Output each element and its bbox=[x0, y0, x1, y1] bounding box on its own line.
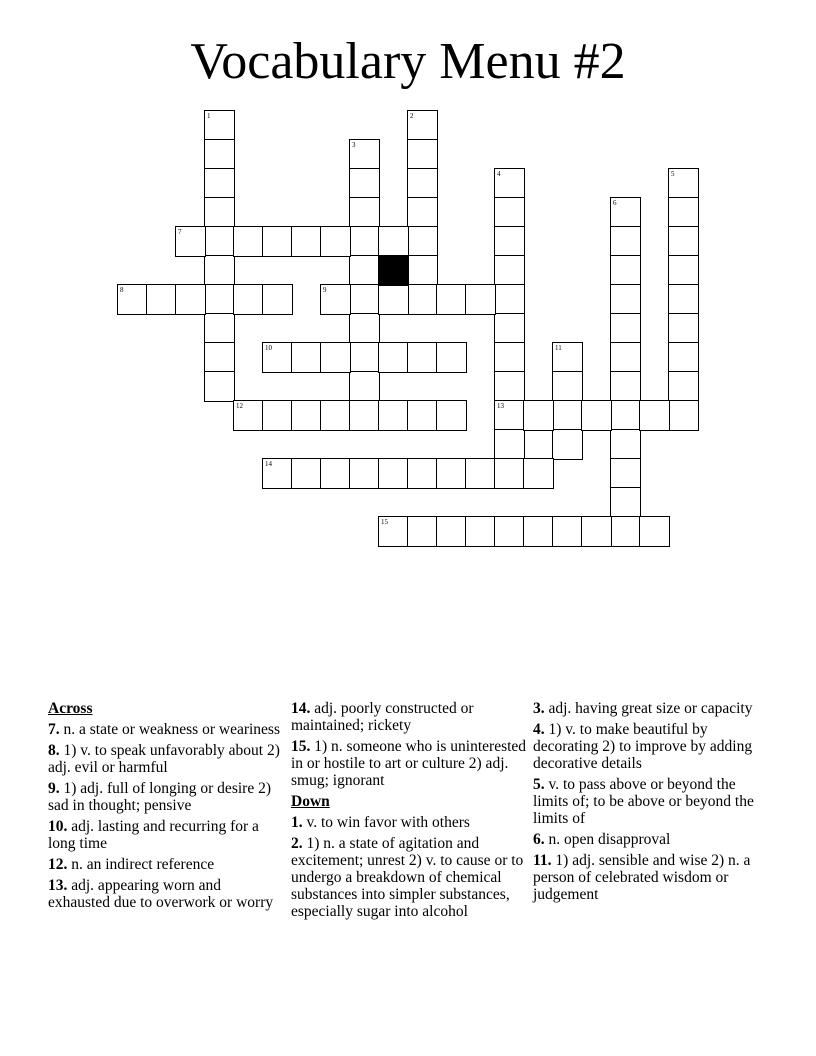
grid-cell[interactable] bbox=[291, 400, 322, 431]
cell-number: 11 bbox=[555, 344, 562, 352]
grid-cell[interactable] bbox=[262, 342, 293, 373]
grid-cell[interactable] bbox=[639, 516, 670, 547]
grid-cell[interactable] bbox=[610, 226, 641, 257]
grid-cell[interactable] bbox=[465, 458, 496, 489]
grid-cell[interactable] bbox=[610, 516, 641, 547]
grid-cell[interactable] bbox=[552, 371, 583, 402]
grid-cell[interactable] bbox=[407, 400, 438, 431]
clue-down-2: 2. 1) n. a state of agitation and excitement; unrest 2) v. to cause or to undergo a breakdown of chemical substances into simpler substances, especially sugar into alcohol bbox=[291, 835, 524, 920]
grid-cell[interactable] bbox=[349, 342, 380, 373]
grid-cell[interactable] bbox=[436, 342, 467, 373]
grid-cell[interactable] bbox=[117, 284, 148, 315]
grid-cell[interactable] bbox=[349, 371, 380, 402]
grid-cell[interactable] bbox=[494, 429, 525, 460]
grid-cell[interactable] bbox=[407, 168, 438, 199]
grid-cell[interactable] bbox=[349, 313, 380, 344]
grid-cell[interactable] bbox=[668, 342, 699, 373]
grid-cell[interactable] bbox=[494, 313, 525, 344]
grid-cell[interactable] bbox=[552, 516, 583, 547]
clue-down-3: 3. adj. having great size or capacity bbox=[533, 700, 753, 717]
grid-cell[interactable] bbox=[610, 197, 641, 228]
grid-cell[interactable] bbox=[668, 284, 699, 315]
grid-cell[interactable] bbox=[320, 342, 351, 373]
cell-number: 3 bbox=[352, 141, 356, 149]
grid-cell[interactable] bbox=[407, 255, 438, 286]
grid-cell[interactable] bbox=[204, 168, 235, 199]
grid-cell[interactable] bbox=[494, 284, 525, 315]
grid-cell[interactable] bbox=[204, 197, 235, 228]
grid-cell[interactable] bbox=[291, 458, 322, 489]
grid-cell[interactable] bbox=[320, 458, 351, 489]
grid-cell[interactable] bbox=[523, 400, 554, 431]
across-heading: Across bbox=[48, 700, 93, 717]
blocked-cell bbox=[378, 255, 409, 286]
grid-cell[interactable] bbox=[494, 255, 525, 286]
grid-cell[interactable] bbox=[610, 284, 641, 315]
grid-cell[interactable] bbox=[291, 226, 322, 257]
clue-across-9: 9. 1) adj. full of longing or desire 2) sad in thought; pensive bbox=[48, 780, 271, 814]
cell-number: 13 bbox=[497, 402, 504, 410]
grid-cell[interactable] bbox=[639, 400, 670, 431]
grid-cell[interactable] bbox=[436, 400, 467, 431]
grid-cell[interactable] bbox=[436, 458, 467, 489]
grid-cell[interactable] bbox=[465, 284, 496, 315]
grid-cell[interactable] bbox=[233, 284, 264, 315]
grid-cell[interactable] bbox=[204, 371, 235, 402]
clues-column-2 bbox=[291, 700, 527, 924]
grid-cell[interactable] bbox=[204, 342, 235, 373]
grid-cell[interactable] bbox=[610, 458, 641, 489]
grid-cell[interactable] bbox=[407, 516, 438, 547]
grid-cell[interactable] bbox=[349, 255, 380, 286]
grid-cell[interactable] bbox=[204, 226, 235, 257]
grid-cell[interactable] bbox=[407, 197, 438, 228]
clue-across-15: 15. 1) n. someone who is uninterested in or hostile to art or culture 2) adj. smug; ignorant bbox=[291, 738, 527, 789]
grid-cell[interactable] bbox=[668, 313, 699, 344]
clue-across-12: 12. n. an indirect reference bbox=[48, 856, 215, 873]
grid-cell[interactable] bbox=[349, 168, 380, 199]
grid-cell[interactable] bbox=[610, 255, 641, 286]
grid-cell[interactable] bbox=[610, 429, 641, 460]
grid-cell[interactable] bbox=[668, 226, 699, 257]
grid-cell[interactable] bbox=[320, 400, 351, 431]
grid-cell[interactable] bbox=[494, 197, 525, 228]
grid-cell[interactable] bbox=[494, 458, 525, 489]
grid-cell[interactable] bbox=[523, 458, 554, 489]
grid-cell[interactable] bbox=[320, 284, 351, 315]
grid-cell[interactable] bbox=[204, 139, 235, 170]
grid-cell[interactable] bbox=[175, 284, 206, 315]
grid-cell[interactable] bbox=[233, 400, 264, 431]
grid-cell[interactable] bbox=[262, 226, 293, 257]
grid-cell[interactable] bbox=[668, 255, 699, 286]
grid-cell[interactable] bbox=[407, 139, 438, 170]
grid-cell[interactable] bbox=[668, 197, 699, 228]
grid-cell[interactable] bbox=[407, 342, 438, 373]
grid-cell[interactable] bbox=[610, 371, 641, 402]
grid-cell[interactable] bbox=[407, 226, 438, 257]
clue-down-5: 5. v. to pass above or beyond the limits of; to be above or beyond the limits of bbox=[533, 776, 754, 827]
grid-cell[interactable] bbox=[378, 516, 409, 547]
clue-down-11: 11. 1) adj. sensible and wise 2) n. a person of celebrated wisdom or judgement bbox=[533, 852, 751, 903]
grid-cell[interactable] bbox=[349, 197, 380, 228]
grid-cell[interactable] bbox=[552, 400, 583, 431]
grid-cell[interactable] bbox=[668, 168, 699, 199]
grid-cell[interactable] bbox=[494, 400, 525, 431]
grid-cell[interactable] bbox=[349, 400, 380, 431]
grid-cell[interactable] bbox=[407, 110, 438, 141]
cell-number: 1 bbox=[207, 112, 211, 120]
grid-cell[interactable] bbox=[668, 400, 699, 431]
grid-cell[interactable] bbox=[175, 226, 206, 257]
clue-across-8: 8. 1) v. to speak unfavorably about 2) adj. evil or harmful bbox=[48, 742, 280, 776]
grid-cell[interactable] bbox=[494, 226, 525, 257]
grid-cell[interactable] bbox=[146, 284, 177, 315]
cell-number: 9 bbox=[323, 286, 327, 294]
grid-cell[interactable] bbox=[378, 226, 409, 257]
grid-cell[interactable] bbox=[349, 226, 380, 257]
grid-cell[interactable] bbox=[494, 168, 525, 199]
clue-down-6: 6. n. open disapproval bbox=[533, 831, 671, 848]
cell-number: 10 bbox=[265, 344, 272, 352]
grid-cell[interactable] bbox=[262, 284, 293, 315]
grid-cell[interactable] bbox=[668, 371, 699, 402]
grid-cell[interactable] bbox=[233, 226, 264, 257]
grid-cell[interactable] bbox=[494, 371, 525, 402]
grid-cell[interactable] bbox=[523, 516, 554, 547]
grid-cell[interactable] bbox=[436, 516, 467, 547]
grid-cell[interactable] bbox=[291, 342, 322, 373]
page-title: Vocabulary Menu #2 bbox=[190, 33, 626, 90]
clue-down-1: 1. v. to win favor with others bbox=[291, 814, 470, 831]
grid-cell[interactable] bbox=[204, 284, 235, 315]
grid-cell[interactable] bbox=[436, 284, 467, 315]
cell-number: 7 bbox=[178, 228, 182, 236]
down-heading: Down bbox=[291, 793, 330, 810]
grid-cell[interactable] bbox=[378, 284, 409, 315]
clues-column-3 bbox=[533, 700, 773, 907]
grid-cell[interactable] bbox=[378, 458, 409, 489]
grid-cell[interactable] bbox=[320, 226, 351, 257]
grid-cell[interactable] bbox=[204, 110, 235, 141]
grid-cell[interactable] bbox=[262, 458, 293, 489]
grid-cell[interactable] bbox=[407, 284, 438, 315]
cell-number: 2 bbox=[410, 112, 414, 120]
grid-cell[interactable] bbox=[465, 516, 496, 547]
cell-number: 12 bbox=[236, 402, 243, 410]
grid-cell[interactable] bbox=[349, 139, 380, 170]
cell-number: 6 bbox=[613, 199, 617, 207]
cell-number: 5 bbox=[671, 170, 675, 178]
grid-cell[interactable] bbox=[494, 516, 525, 547]
clue-across-14: 14. adj. poorly constructed or maintained; rickety bbox=[291, 700, 474, 734]
grid-cell[interactable] bbox=[378, 342, 409, 373]
clue-across-13: 13. adj. appearing worn and exhausted due to overwork or worry bbox=[48, 877, 274, 911]
clue-across-10: 10. adj. lasting and recurring for a long time bbox=[48, 818, 259, 852]
clue-across-7: 7. n. a state or weakness or weariness bbox=[48, 721, 280, 738]
grid-cell[interactable] bbox=[581, 516, 612, 547]
clue-down-4: 4. 1) v. to make beautiful by decorating 2) to improve by adding decorative details bbox=[533, 721, 753, 772]
grid-cell[interactable] bbox=[349, 458, 380, 489]
grid-cell[interactable] bbox=[262, 400, 293, 431]
grid-cell[interactable] bbox=[552, 342, 583, 373]
grid-cell[interactable] bbox=[581, 400, 612, 431]
grid-cell[interactable] bbox=[349, 284, 380, 315]
clues-column-1 bbox=[48, 700, 280, 915]
grid-cell[interactable] bbox=[204, 313, 235, 344]
cell-number: 8 bbox=[120, 286, 124, 294]
grid-cell[interactable] bbox=[494, 342, 525, 373]
grid-cell[interactable] bbox=[204, 255, 235, 286]
grid-cell[interactable] bbox=[552, 429, 583, 460]
grid-cell[interactable] bbox=[610, 400, 641, 431]
grid-cell[interactable] bbox=[610, 342, 641, 373]
grid-cell[interactable] bbox=[378, 400, 409, 431]
grid-cell[interactable] bbox=[610, 487, 641, 518]
grid-cell[interactable] bbox=[407, 458, 438, 489]
grid-cell[interactable] bbox=[610, 313, 641, 344]
cell-number: 4 bbox=[497, 170, 501, 178]
cell-number: 14 bbox=[265, 460, 272, 468]
cell-number: 15 bbox=[381, 518, 388, 526]
